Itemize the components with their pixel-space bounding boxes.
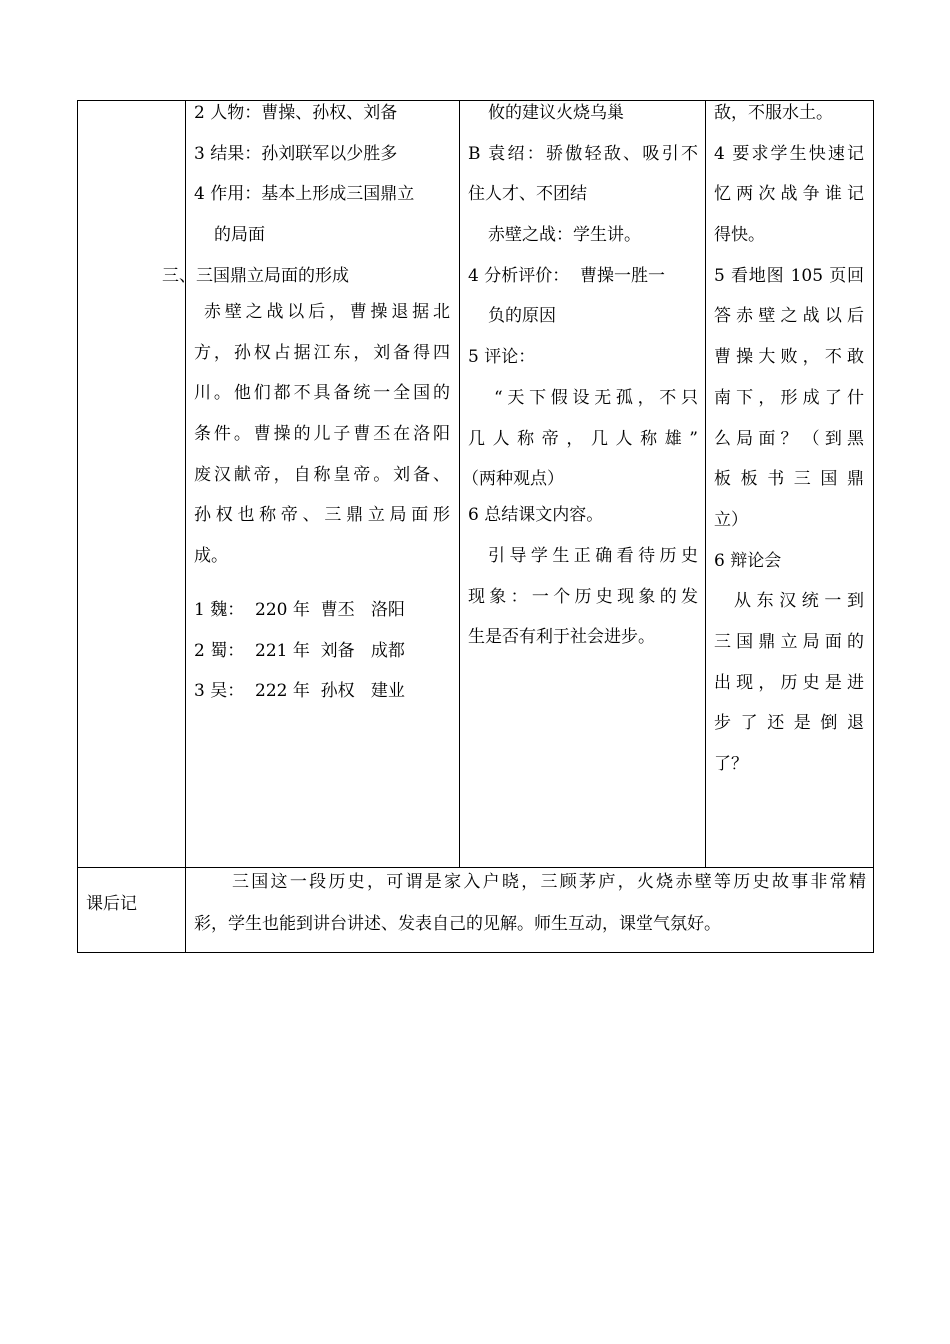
text-line: 引导学生正确看待历史 — [488, 545, 698, 566]
text-line: 5 评论： — [468, 347, 536, 368]
text-line: 出现，历史是进 — [714, 672, 864, 693]
text-line: 负的原因 — [488, 306, 556, 327]
text-line: 现象：一个历史现象的发 — [468, 586, 698, 607]
text-line: 川。他们都不具备统一全国的 — [194, 383, 450, 404]
text-line: 住人才、不团结 — [468, 184, 587, 205]
text-line: 立） — [714, 509, 748, 530]
text-line: 从东汉统一到 — [734, 591, 864, 612]
history-paragraph — [194, 300, 450, 585]
text-line: 攸的建议火烧乌巢 — [488, 103, 624, 123]
text-line: 4 要求学生快速记 — [714, 143, 864, 164]
table-left-border — [77, 100, 78, 953]
methods-column — [462, 101, 698, 666]
text-line: 生是否有利于社会进步。 — [468, 627, 655, 648]
text-line: 4 分析评价： 曹操一胜一 — [468, 265, 666, 286]
list-item: 2 蜀： 221 年 刘备 成都 — [194, 640, 405, 661]
kingdoms-list — [194, 598, 454, 720]
text-line: 得快。 — [714, 225, 765, 246]
text-line: 4 作用：基本上形成三国鼎立 — [194, 184, 415, 205]
list-item: 1 魏： 220 年 曹丕 洛阳 — [194, 600, 405, 620]
text-line: 三国鼎立局面的 — [714, 631, 864, 652]
text-line: 赤壁之战：学生讲。 — [488, 225, 641, 246]
col3-divider — [705, 100, 706, 868]
col2-divider — [459, 100, 460, 868]
text-line: 几人称帝，几人称雄” — [468, 428, 698, 449]
text-line: 赤壁之战以后，曹操退据北 — [204, 302, 450, 322]
text-line: 成。 — [194, 546, 228, 567]
text-line: 答赤壁之战以后 — [714, 306, 864, 327]
text-line: 了？ — [714, 754, 748, 774]
text-line: 板板书三国鼎 — [714, 469, 864, 490]
text-line: 南下，形成了什 — [714, 387, 864, 408]
activities-column — [714, 101, 864, 793]
col1-divider — [185, 100, 186, 953]
text-line: 么局面？（到黑 — [714, 428, 864, 449]
afterclass-label: 课后记 — [86, 894, 137, 914]
text-line: 方，孙权占据江东，刘备得四 — [194, 342, 450, 363]
text-line: 彩，学生也能到讲台讲述、发表自己的见解。师生互动，课堂气氛好。 — [194, 914, 721, 934]
text-line: 6 总结课文内容。 — [468, 505, 604, 526]
text-line: 5 看地图 105 页回 — [714, 265, 864, 286]
table-right-border — [873, 100, 874, 953]
text-line: 敌，不服水土。 — [714, 103, 833, 123]
text-line: 2 人物：曹操、孙权、刘备 — [194, 103, 398, 123]
text-line: 的局面 — [214, 225, 265, 246]
text-line: B 袁绍：骄傲轻敌、吸引不 — [468, 143, 698, 164]
text-line: 6 辩论会 — [714, 550, 782, 571]
text-line: 孙权也称帝、三鼎立局面形 — [194, 505, 450, 526]
text-line: 条件。曹操的儿子曹丕在洛阳 — [194, 424, 450, 445]
list-item: 3 吴： 222 年 孙权 建业 — [194, 681, 405, 702]
text-line: “天下假设无孤，不只 — [494, 387, 698, 408]
afterclass-notes — [194, 870, 866, 953]
text-line: 忆两次战争谁记 — [714, 184, 864, 205]
text-line: 三国这一段历史，可谓是家入户晓，三顾茅庐，火烧赤壁等历史故事非常精 — [232, 872, 866, 892]
text-line: 曹操大败，不敢 — [714, 347, 864, 368]
content-column — [194, 101, 454, 264]
text-line: 废汉献帝，自称皇帝。刘备、 — [194, 464, 450, 485]
text-line: 步了还是倒退 — [714, 713, 864, 734]
text-line: 3 结果：孙刘联军以少胜多 — [194, 143, 398, 164]
section-heading: 三、三国鼎立局面的形成 — [162, 266, 349, 286]
text-line: （两种观点） — [462, 469, 564, 490]
row-divider — [77, 867, 874, 868]
